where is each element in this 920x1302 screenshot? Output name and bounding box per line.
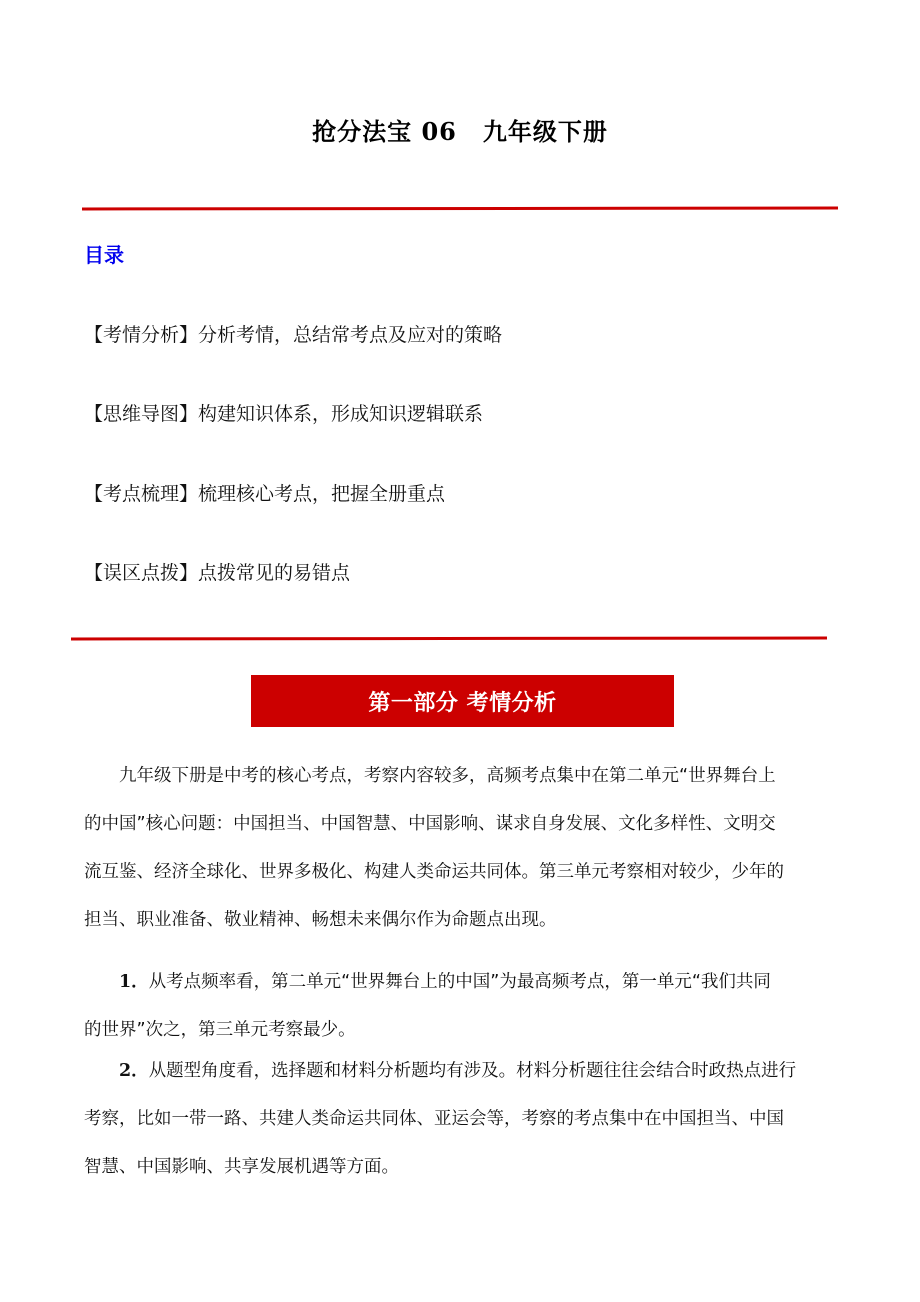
point-1-paragraph (84, 958, 836, 1054)
toc-item-mind-map: 【思维导图】构建知识体系，形成知识逻辑联系 (84, 403, 484, 425)
intro-line: 九年级下册是中考的核心考点，考察内容较多，高频考点集中在第二单元“世界舞台上 (119, 766, 776, 786)
point-line: 考察，比如一带一路、共建人类命运共同体、亚运会等，考察的考点集中在中国担当、中国 (84, 1109, 784, 1129)
document-title (0, 112, 920, 147)
title-part-2: 九年级下册 (482, 117, 608, 146)
intro-paragraph (84, 752, 836, 944)
point-number: 1． (119, 972, 149, 992)
point-line: 的世界”次之，第三单元考察最少。 (84, 1020, 356, 1040)
point-number: 2． (119, 1061, 149, 1081)
toc-item-common-mistakes: 【误区点拨】点拨常见的易错点 (84, 562, 351, 584)
toc-item-exam-analysis: 【考情分析】分析考情，总结常考点及应对的策略 (84, 324, 503, 346)
intro-line: 担当、职业准备、敬业精神、畅想未来偶尔作为命题点出现。 (84, 910, 557, 930)
intro-line: 的中国”核心问题：中国担当、中国智慧、中国影响、谋求自身发展、文化多样性、文明交 (84, 814, 776, 834)
toc-heading: 目录 (84, 243, 124, 267)
section-banner-label: 第一部分 考情分析 (368, 690, 557, 716)
red-divider-bottom (71, 637, 827, 641)
section-banner (251, 675, 674, 727)
point-line: 智慧、中国影响、共享发展机遇等方面。 (84, 1157, 399, 1177)
point-line: 2．从题型角度看，选择题和材料分析题均有涉及。材料分析题往往会结合时政热点进行 (119, 1061, 797, 1081)
intro-line: 流互鉴、经济全球化、世界多极化、构建人类命运共同体。第三单元考察相对较少，少年的 (84, 862, 784, 882)
title-part-1: 抢分法宝 06 (312, 117, 457, 146)
point-2-paragraph (84, 1047, 836, 1191)
point-line: 1．从考点频率看，第二单元“世界舞台上的中国”为最高频考点，第一单元“我们共同 (119, 972, 771, 992)
toc-item-key-points: 【考点梳理】梳理核心考点，把握全册重点 (84, 483, 446, 505)
red-divider-top (82, 207, 838, 211)
